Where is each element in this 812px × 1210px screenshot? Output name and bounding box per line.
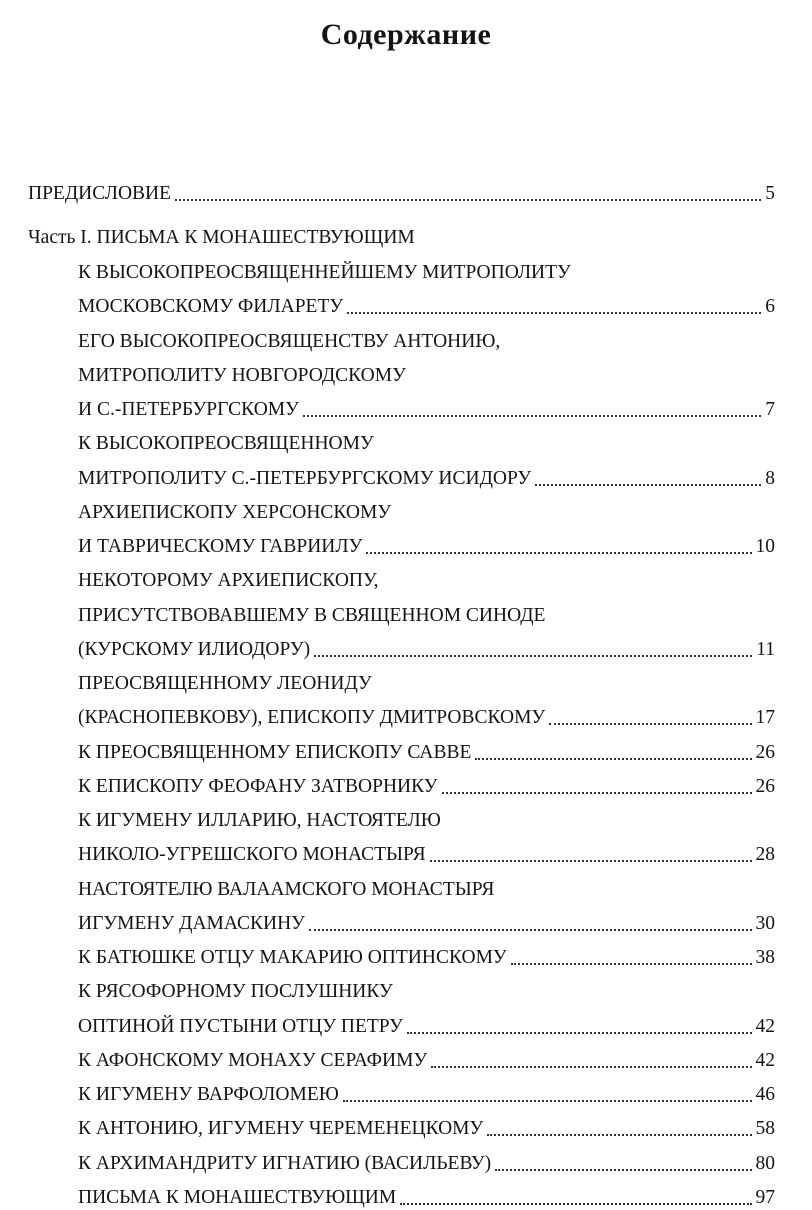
- leader-dots: [511, 963, 752, 965]
- leader-dots: [303, 415, 761, 417]
- toc-entry-label: ОПТИНОЙ ПУСТЫНИ ОТЦУ ПЕТРУ: [78, 1015, 403, 1037]
- toc-entry-label: К ВЫСОКОПРЕОСВЯЩЕННЕЙШЕМУ МИТРОПОЛИТУ: [78, 262, 571, 283]
- toc-entry-label: НИКОЛО-УГРЕШСКОГО МОНАСТЫРЯ: [78, 844, 426, 866]
- toc-page-number: 58: [755, 1118, 775, 1140]
- toc-entry[interactable]: [78, 1140, 775, 1176]
- toc-entry-label: (КУРСКОМУ ИЛИОДОРУ): [78, 638, 311, 660]
- toc-page-number: 30: [755, 912, 775, 934]
- leader-dots: [407, 1032, 752, 1034]
- leader-dots: [475, 758, 751, 760]
- toc-page-number: 97: [755, 1186, 775, 1208]
- toc-entry[interactable]: [78, 1037, 775, 1073]
- leader-dots: [366, 552, 751, 554]
- toc-page-number: 38: [755, 947, 775, 968]
- toc-entry-line: [78, 797, 441, 833]
- toc-entry-label: МОСКОВСКОМУ ФИЛАРЕТУ: [78, 296, 344, 318]
- toc-page-number: 26: [755, 741, 775, 763]
- toc-entry[interactable]: [78, 1071, 775, 1107]
- toc-page-number: 28: [755, 844, 775, 866]
- leader-dots: [442, 792, 752, 794]
- toc-entry-label: К ПРЕОСВЯЩЕННОМУ ЕПИСКОПУ САВВЕ: [78, 741, 472, 763]
- toc-entry-label: И ТАВРИЧЕСКОМУ ГАВРИИЛУ: [78, 536, 363, 557]
- toc-entry-line: [78, 968, 393, 1004]
- toc-entry-label: ПРИСУТСТВОВАВШЕМУ В СВЯЩЕННОМ СИНОДЕ: [78, 604, 546, 626]
- leader-dots: [175, 199, 761, 201]
- toc-entry-label: НЕКОТОРОМУ АРХИЕПИСКОПУ,: [78, 570, 379, 592]
- toc-entry-label: К БАТЮШКЕ ОТЦУ МАКАРИЮ ОПТИНСКОМУ: [78, 947, 507, 968]
- toc-part-heading: [28, 214, 415, 250]
- toc-entry[interactable]: [78, 900, 775, 936]
- toc-entry-label: И С.-ПЕТЕРБУРГСКОМУ: [78, 399, 299, 420]
- toc-entry-line: [78, 557, 379, 593]
- toc-entry-label: НАСТОЯТЕЛЮ ВАЛААМСКОГО МОНАСТЫРЯ: [78, 878, 495, 900]
- toc-entry-line: [78, 318, 500, 354]
- toc-entry[interactable]: [78, 763, 775, 799]
- toc-entry-line: [78, 660, 372, 696]
- leader-dots: [549, 723, 751, 725]
- toc-page-number: 6: [765, 296, 775, 318]
- toc-entry-label: ИГУМЕНУ ДАМАСКИНУ: [78, 912, 305, 934]
- toc-page-number: 11: [756, 638, 775, 660]
- toc-entry[interactable]: [78, 1003, 775, 1039]
- leader-dots: [314, 655, 752, 657]
- leader-dots: [343, 1100, 752, 1102]
- toc-entry-label: К ИГУМЕНУ ВАРФОЛОМЕЮ: [78, 1084, 339, 1105]
- toc-entry[interactable]: [78, 283, 775, 319]
- toc-entry-line: [78, 352, 406, 388]
- toc-entry[interactable]: [78, 934, 775, 970]
- toc-entry-label: ПИСЬМА К МОНАШЕСТВУЮЩИМ: [78, 1186, 397, 1208]
- toc-entry[interactable]: [78, 386, 775, 422]
- toc-page-number: 10: [755, 536, 775, 557]
- toc-entry-line: [78, 592, 545, 628]
- toc-entry-preface[interactable]: [28, 170, 775, 206]
- toc-entry-label: К АНТОНИЮ, ИГУМЕНУ ЧЕРЕМЕНЕЦКОМУ: [78, 1118, 484, 1140]
- leader-dots: [487, 1134, 751, 1136]
- toc-entry-label: К ИГУМЕНУ ИЛЛАРИЮ, НАСТОЯТЕЛЮ: [78, 810, 441, 831]
- toc-page-number: 7: [765, 399, 775, 420]
- toc-entry-label: К ВЫСОКОПРЕОСВЯЩЕННОМУ: [78, 433, 374, 455]
- toc-page-number: 17: [755, 707, 775, 729]
- toc-part-label: Часть I. ПИСЬМА К МОНАШЕСТВУЮЩИМ: [28, 227, 415, 248]
- toc-entry[interactable]: [78, 455, 775, 491]
- leader-dots: [535, 484, 761, 486]
- toc-entry-line: [78, 489, 391, 525]
- toc-page-number: 26: [755, 775, 775, 797]
- toc-entry-label: (КРАСНОПЕВКОВУ), ЕПИСКОПУ ДМИТРОВСКОМУ: [78, 707, 546, 729]
- leader-dots: [400, 1203, 751, 1205]
- toc-entry[interactable]: [78, 626, 775, 662]
- leader-dots: [495, 1169, 751, 1171]
- toc-entry-label: ПРЕОСВЯЩЕННОМУ ЛЕОНИДУ: [78, 673, 372, 694]
- toc-page-number: 42: [755, 1015, 775, 1037]
- leader-dots: [431, 1066, 751, 1068]
- toc-entry[interactable]: [78, 1105, 775, 1141]
- toc-entry[interactable]: [78, 694, 775, 730]
- toc-entry[interactable]: [78, 1174, 775, 1210]
- toc-entry-label: К АФОНСКОМУ МОНАХУ СЕРАФИМУ: [78, 1049, 428, 1071]
- toc-entry-label: ПРЕДИСЛОВИЕ: [28, 183, 172, 204]
- toc-page-number: 46: [755, 1084, 775, 1105]
- toc-entry[interactable]: [78, 831, 775, 867]
- toc-entry-line: [78, 420, 374, 456]
- toc-entry[interactable]: [78, 523, 775, 559]
- toc-entry-line: [78, 866, 494, 902]
- toc-page-number: 42: [755, 1049, 775, 1071]
- toc-page-number: 8: [765, 467, 775, 489]
- toc-entry-label: К АРХИМАНДРИТУ ИГНАТИЮ (ВАСИЛЬЕВУ): [78, 1152, 492, 1174]
- leader-dots: [347, 312, 761, 314]
- toc-entry-label: ЕГО ВЫСОКОПРЕОСВЯЩЕНСТВУ АНТОНИЮ,: [78, 330, 501, 352]
- toc-page-number: 5: [765, 183, 775, 204]
- leader-dots: [309, 929, 752, 931]
- toc-entry-label: МИТРОПОЛИТУ С.-ПЕТЕРБУРГСКОМУ ИСИДОРУ: [78, 467, 532, 489]
- toc-entry-line: [78, 249, 571, 285]
- toc-entry-label: К ЕПИСКОПУ ФЕОФАНУ ЗАТВОРНИКУ: [78, 775, 438, 797]
- toc-entry-label: АРХИЕПИСКОПУ ХЕРСОНСКОМУ: [78, 501, 392, 523]
- toc-entry-label: К РЯСОФОРНОМУ ПОСЛУШНИКУ: [78, 981, 393, 1003]
- toc-page-number: 80: [755, 1152, 775, 1174]
- page-title: Содержание: [320, 18, 492, 51]
- toc-entry-label: МИТРОПОЛИТУ НОВГОРОДСКОМУ: [78, 364, 406, 386]
- leader-dots: [430, 860, 752, 862]
- toc-entry[interactable]: [78, 729, 775, 765]
